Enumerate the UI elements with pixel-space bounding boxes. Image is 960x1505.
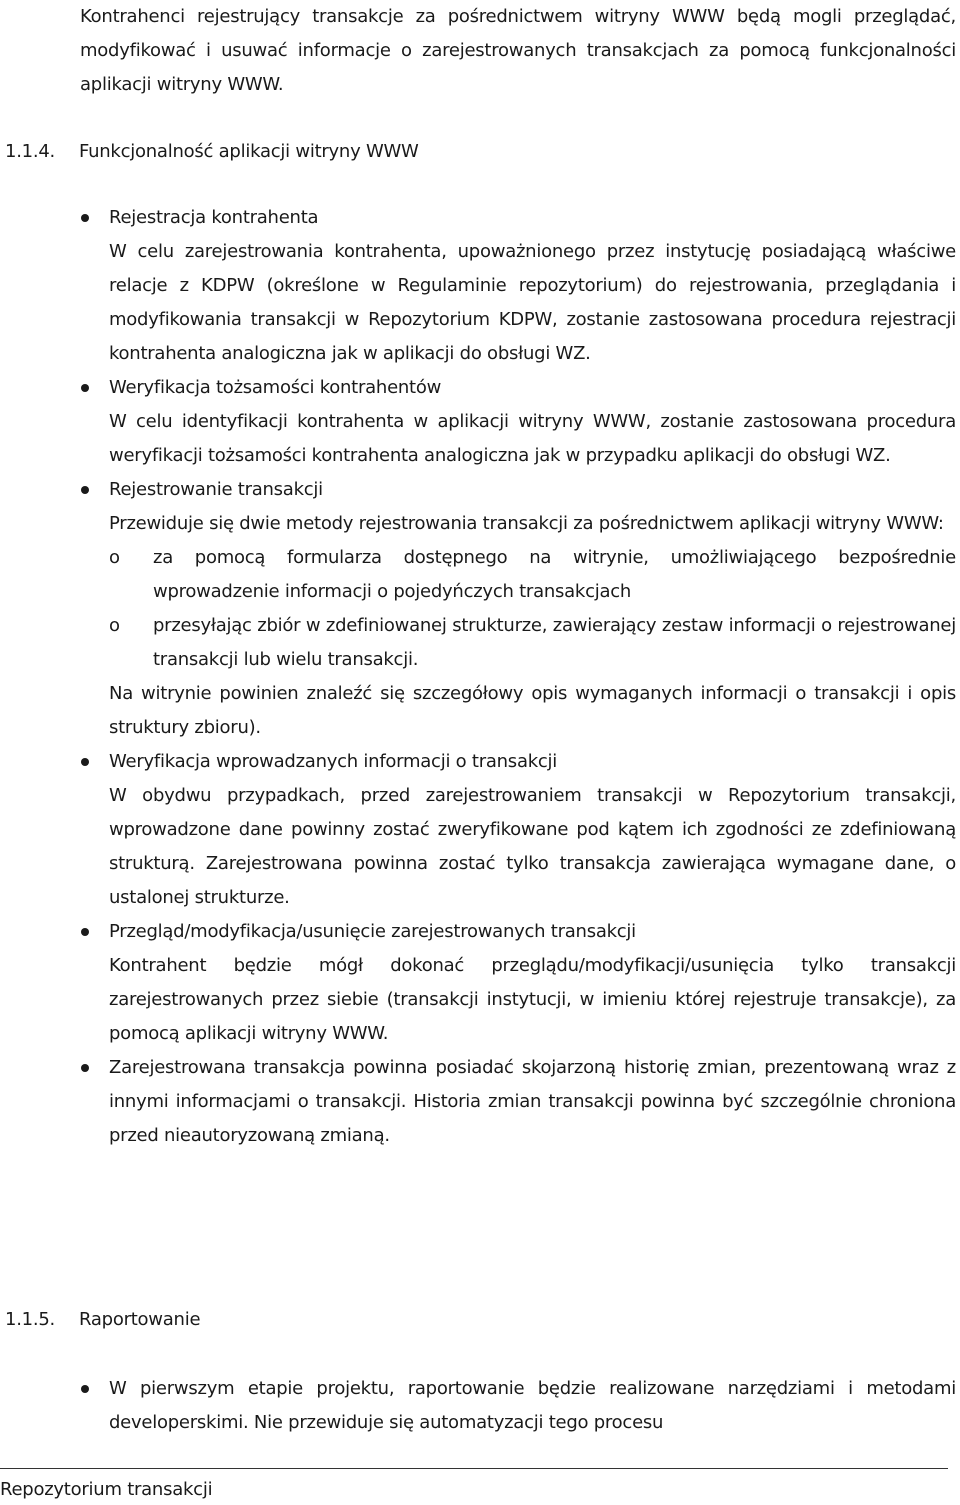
sub-item-text: przesyłając zbiór w zdefiniowanej strukturze, zawierający zestaw informacji o rejestrowanej transakcji lub wielu transakcji.	[153, 615, 956, 670]
list-item	[0, 371, 960, 473]
bullet-icon	[81, 214, 89, 222]
item-title: Weryfikacja tożsamości kontrahentów	[109, 377, 442, 398]
item-text: Przewiduje się dwie metody rejestrowania transakcji za pośrednictwem aplikacji witryny WWW:	[109, 513, 944, 534]
circle-bullet-icon: o	[109, 615, 120, 636]
bullet-icon	[81, 1064, 89, 1072]
section-115-list	[0, 1372, 960, 1440]
list-item	[0, 1051, 960, 1153]
sub-item-text: za pomocą formularza dostępnego na witrynie, umożliwiającego bezpośrednie wprowadzenie informacji o pojedyńczych transakcjach	[153, 547, 956, 602]
bullet-icon	[81, 384, 89, 392]
bullet-icon	[81, 928, 89, 936]
list-item	[0, 745, 960, 915]
circle-bullet-icon: o	[109, 547, 120, 568]
intro-paragraph: Kontrahenci rejestrujący transakcje za pośrednictwem witryny WWW będą mogli przeglądać, modyfikować i usuwać informacje o zarejestrowanych transakcjach za pomocą funkcjonalności aplikacji witryny WWW.	[80, 6, 956, 95]
list-item	[0, 201, 960, 371]
item-text: W celu identyfikacji kontrahenta w aplikacji witryny WWW, zostanie zastosowana procedura weryfikacji tożsamości kontrahenta analogiczna jak w przypadku aplikacji do obsługi WZ.	[109, 411, 956, 466]
section-heading-114	[5, 135, 905, 169]
section-title: Raportowanie	[79, 1309, 201, 1330]
item-text: Zarejestrowana transakcja powinna posiadać skojarzoną historię zmian, prezentowaną wraz z innymi informacjami o transakcji. Historia zmian transakcji powinna być szczególnie chroniona przed nieautoryzowaną zmianą.	[109, 1057, 956, 1146]
item-text: Kontrahent będzie mógł dokonać przeglądu/modyfikacji/usunięcia tylko transakcji zarejestrowanych przez siebie (transakcji instytucji, w imieniu której rejestruje transakcje), za pomocą aplikacji witryny WWW.	[109, 955, 956, 1044]
footer-divider	[0, 1468, 948, 1469]
sub-list-item	[0, 541, 960, 609]
section-number: 1.1.4.	[5, 141, 56, 162]
item-text: W obydwu przypadkach, przed zarejestrowaniem transakcji w Repozytorium transakcji, wprowadzone dane powinny zostać zweryfikowane pod kątem ich zgodności ze zdefiniowaną strukturą. Zarejestrowana powinna zostać tylko transakcja zawierająca wymagane dane, o ustalonej strukturze.	[109, 785, 956, 908]
list-item	[0, 915, 960, 1051]
section-114-list	[0, 201, 960, 1153]
item-title: Rejestrowanie transakcji	[109, 479, 323, 500]
bullet-icon	[81, 486, 89, 494]
list-item	[0, 1372, 960, 1440]
item-text: W pierwszym etapie projektu, raportowanie będzie realizowane narzędziami i metodami developerskimi. Nie przewiduje się automatyzacji tego procesu	[109, 1378, 956, 1433]
item-text: W celu zarejestrowania kontrahenta, upoważnionego przez instytucję posiadającą właściwe relacje z KDPW (określone w Regulaminie repozytorium) do rejestrowania, przeglądania i modyfikowania transakcji w Repozytorium KDPW, zostanie zastosowana procedura rejestracji kontrahenta analogiczna jak w aplikacji do obsługi WZ.	[109, 241, 956, 364]
section-heading-115	[5, 1303, 905, 1337]
page-footer: Repozytorium transakcji	[0, 1479, 213, 1500]
bullet-icon	[81, 1385, 89, 1393]
item-title: Przegląd/modyfikacja/usunięcie zarejestrowanych transakcji	[109, 921, 636, 942]
item-title: Rejestracja kontrahenta	[109, 207, 319, 228]
item-title: Weryfikacja wprowadzanych informacji o transakcji	[109, 751, 558, 772]
section-title: Funkcjonalność aplikacji witryny WWW	[79, 141, 419, 162]
item-note: Na witrynie powinien znaleźć się szczegółowy opis wymaganych informacji o transakcji i opis struktury zbioru).	[109, 683, 956, 738]
sub-list-item	[0, 609, 960, 677]
bullet-icon	[81, 758, 89, 766]
section-number: 1.1.5.	[5, 1309, 56, 1330]
list-item	[0, 473, 960, 745]
